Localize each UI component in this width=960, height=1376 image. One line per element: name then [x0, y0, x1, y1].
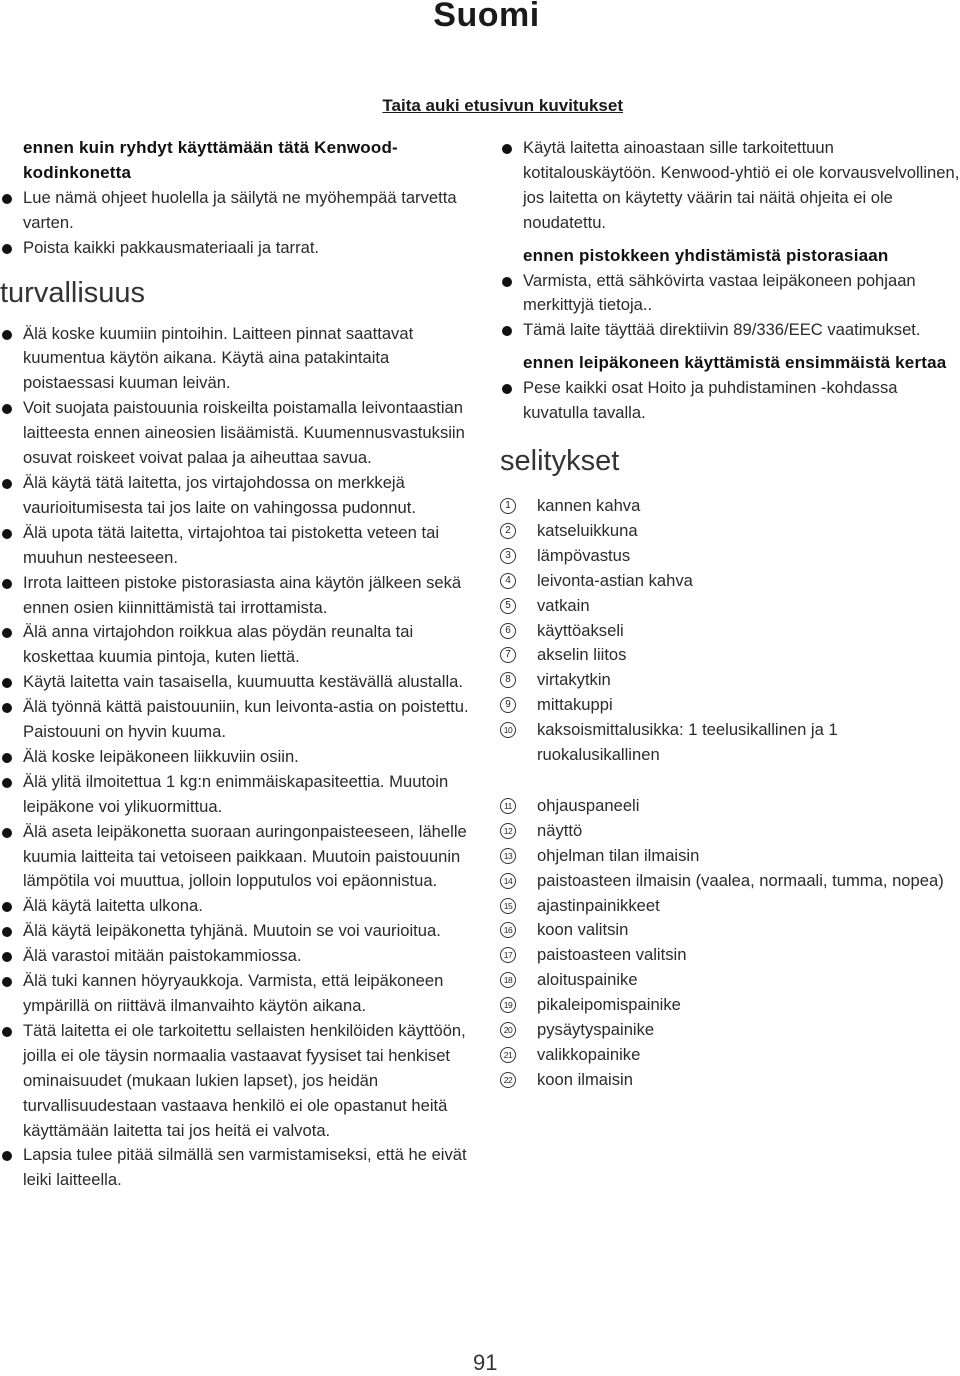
part-item	[500, 993, 960, 1018]
bullet-icon	[2, 628, 12, 638]
list-item-text: Voit suojata paistouunia roiskeilta poistamalla leivontaastian laitteesta ennen aineosien lisäämistä. Kuumennusvastuksiin osuvat roiskeet voivat palaa ja aiheuttaa savua.	[23, 398, 465, 468]
plug-list	[500, 269, 960, 344]
part-label: ohjelman tilan ilmaisin	[537, 845, 700, 865]
bullet-icon	[2, 678, 12, 688]
part-item	[500, 869, 960, 894]
safety-list	[0, 322, 478, 1194]
list-item-text: Älä käytä tätä laitetta, jos virtajohdossa on merkkejä vaurioitumisesta tai jos laite on vahingossa pudonnut.	[23, 472, 416, 517]
list-item-text: Älä ylitä ilmoitettua 1 kg:n enimmäiskapasiteettia. Muutoin leipäkone voi ylikuormittua.	[23, 771, 449, 816]
part-number-badge: 5	[500, 598, 516, 614]
fold-out-note: Taita auki etusivun kuvitukset	[382, 96, 623, 115]
left-column	[0, 136, 478, 1193]
parts-list	[500, 494, 960, 1093]
intro-list	[0, 186, 478, 261]
bullet-icon	[2, 529, 12, 539]
part-label: paistoasteen ilmaisin (vaalea, normaali, tumma, nopea)	[537, 870, 944, 890]
part-number-badge: 12	[500, 823, 516, 839]
bullet-icon	[2, 330, 12, 340]
part-item	[500, 844, 960, 869]
key-heading: selitykset	[500, 444, 620, 477]
list-item	[0, 919, 478, 944]
part-label: ajastinpainikkeet	[537, 895, 660, 915]
first-use-list	[500, 376, 960, 426]
part-label: pikaleipomispainike	[537, 995, 681, 1015]
bullet-icon	[2, 828, 12, 838]
part-number-badge: 4	[500, 573, 516, 589]
bullet-icon	[2, 404, 12, 414]
part-item	[500, 794, 960, 819]
part-item	[500, 943, 960, 968]
part-item	[500, 918, 960, 943]
part-label: akselin liitos	[537, 645, 627, 665]
list-item	[0, 186, 478, 236]
part-number-badge: 16	[500, 922, 516, 938]
part-label: ohjauspaneeli	[537, 795, 640, 815]
list-item	[500, 269, 960, 319]
list-item-text: Varmista, että sähkövirta vastaa leipäkoneen pohjaan merkittyjä tietoja..	[523, 270, 916, 315]
list-item-text: Poista kaikki pakkausmateriaali ja tarrat.	[23, 237, 320, 257]
part-label: valikkopainike	[537, 1045, 641, 1064]
list-item-text: Älä koske kuumiin pintoihin. Laitteen pinnat saattavat kuumentua käytön aikana. Käytä aina patakintaita poistaessasi kuuman leivän.	[23, 323, 414, 393]
intro-heading: ennen kuin ryhdyt käyttämään tätä Kenwood-kodinkonetta	[23, 138, 398, 182]
part-number-badge: 22	[500, 1072, 516, 1088]
list-item	[0, 521, 478, 571]
bullet-icon	[2, 479, 12, 489]
list-item	[500, 318, 960, 343]
list-item	[0, 571, 478, 621]
bullet-icon	[2, 753, 12, 763]
list-item	[0, 1143, 478, 1193]
bullet-icon	[502, 144, 512, 154]
part-label: paistoasteen valitsin	[537, 945, 687, 965]
part-number-badge: 21	[500, 1047, 516, 1063]
plug-heading: ennen pistokkeen yhdistämistä pistorasiaan	[523, 245, 889, 265]
list-item	[0, 1019, 478, 1144]
page-number: 91	[473, 1350, 498, 1375]
part-label: käyttöakseli	[537, 620, 624, 640]
part-item	[500, 594, 960, 619]
bullet-icon	[502, 277, 512, 287]
list-item	[0, 770, 478, 820]
part-number-badge: 20	[500, 1022, 516, 1038]
list-item	[0, 396, 478, 471]
part-item	[500, 693, 960, 718]
bullet-icon	[2, 927, 12, 937]
bullet-icon	[2, 902, 12, 912]
part-label: kaksoismittalusikka: 1 teelusikallinen ja 1 ruokalusikallinen	[537, 720, 838, 765]
part-item	[500, 894, 960, 919]
part-item	[500, 519, 960, 544]
list-item	[0, 969, 478, 1019]
list-item-text: Älä koske leipäkoneen liikkuviin osiin.	[23, 746, 299, 766]
list-item-text: Älä käytä laitetta ulkona.	[23, 896, 203, 916]
part-label: näyttö	[537, 820, 583, 840]
part-label: aloituspainike	[537, 970, 638, 990]
part-label: pysäytyspainike	[537, 1020, 655, 1040]
part-number-badge: 17	[500, 947, 516, 963]
part-number-badge: 8	[500, 672, 516, 688]
list-item	[0, 695, 478, 745]
part-label: virtakytkin	[537, 670, 611, 690]
bullet-icon	[502, 384, 512, 394]
list-item	[0, 236, 478, 261]
part-item	[500, 968, 960, 993]
part-item	[500, 544, 960, 569]
list-item-text: Käytä laitetta ainoastaan sille tarkoitettuun kotitalouskäytöön. Kenwood-yhtiö ei ole korvausvelvollinen, jos laitetta on käytetty väärin tai näitä ohjeita ei ole noudatettu.	[523, 138, 960, 232]
bullet-icon	[2, 1151, 12, 1161]
list-item-text: Lue nämä ohjeet huolella ja säilytä ne myöhempää tarvetta varten.	[23, 187, 457, 232]
part-number-badge: 1	[500, 498, 516, 514]
part-item	[500, 668, 960, 693]
list-item	[0, 322, 478, 397]
list-item-text: Älä anna virtajohdon roikkua alas pöydän reunalta tai koskettaa kuumia pintoja, kuten liettä.	[23, 622, 414, 667]
list-item-text: Älä tuki kannen höyryaukkoja. Varmista, että leipäkoneen ympärillä on riittävä ilmanvaihto käytön aikana.	[23, 971, 444, 1015]
list-item-text: Irrota laitteen pistoke pistorasiasta aina käytön jälkeen sekä ennen osien kiinnittämistä tai irrottamista.	[23, 572, 462, 617]
bullet-icon	[2, 579, 12, 589]
list-item	[0, 820, 478, 895]
part-label: mittakuppi	[537, 695, 613, 715]
part-item	[500, 1043, 960, 1068]
list-item	[0, 670, 478, 695]
list-item-text: Älä käytä leipäkonetta tyhjänä. Muutoin se voi vaurioitua.	[23, 921, 441, 941]
part-label: vatkain	[537, 595, 590, 615]
list-item	[0, 745, 478, 770]
part-number-badge: 15	[500, 898, 516, 914]
safety-heading: turvallisuus	[0, 276, 146, 309]
part-label: lämpövastus	[537, 545, 631, 565]
list-item-text: Tämä laite täyttää direktiivin 89/336/EEC vaatimukset.	[523, 320, 921, 340]
part-number-badge: 3	[500, 548, 516, 564]
list-item-text: Tätä laitetta ei ole tarkoitettu sellaisten henkilöiden käyttöön, joilla ei ole täysin normaalia vastaavat fyysiset tai henkiset ominaisuudet (mukaan lukien lapset), jos heidän turvallisuudestaan vastaava henkilö ei ole opastanut heitä käyttämään laitetta tai jos heitä ei valvota.	[23, 1020, 466, 1140]
part-label: koon valitsin	[537, 920, 629, 940]
part-item	[500, 1068, 960, 1093]
part-number-badge: 14	[500, 873, 516, 889]
list-item	[0, 620, 478, 670]
part-item	[500, 819, 960, 844]
list-item	[500, 376, 960, 426]
part-item	[500, 1018, 960, 1043]
part-label: katseluikkuna	[537, 520, 638, 540]
list-item	[0, 894, 478, 919]
bullet-icon	[2, 952, 12, 962]
bullet-icon	[502, 326, 512, 336]
part-item	[500, 643, 960, 668]
part-item	[500, 718, 960, 768]
part-item	[500, 569, 960, 594]
bullet-icon	[2, 703, 12, 713]
bullet-icon	[2, 244, 12, 254]
list-item	[0, 471, 478, 521]
bullet-icon	[2, 1027, 12, 1037]
first-use-heading: ennen leipäkoneen käyttämistä ensimmäistä kertaa	[523, 353, 947, 373]
part-number-badge: 7	[500, 647, 516, 663]
list-item-text: Älä varastoi mitään paistokammiossa.	[23, 946, 302, 966]
part-item	[500, 619, 960, 644]
bullet-icon	[2, 977, 12, 987]
right-column	[500, 136, 960, 1093]
page-title: Suomi	[433, 0, 540, 34]
part-label: kannen kahva	[537, 495, 641, 515]
part-item	[500, 494, 960, 519]
bullet-icon	[2, 778, 12, 788]
bullet-icon	[2, 194, 12, 204]
part-label: koon ilmaisin	[537, 1069, 633, 1089]
part-number-badge: 13	[500, 848, 516, 864]
list-item-text: Pese kaikki osat Hoito ja puhdistaminen -kohdassa kuvatulla tavalla.	[523, 378, 898, 423]
list-item-text: Älä upota tätä laitetta, virtajohtoa tai pistoketta veteen tai muuhun nesteeseen.	[23, 522, 440, 567]
list-item-text: Älä työnnä kättä paistouuniin, kun leivonta-astia on poistettu. Paistouuni on hyvin kuuma.	[23, 697, 469, 742]
part-number-badge: 6	[500, 623, 516, 639]
part-number-badge: 2	[500, 523, 516, 539]
list-item	[0, 944, 478, 969]
part-number-badge: 18	[500, 972, 516, 988]
list-item-text: Lapsia tulee pitää silmällä sen varmistamiseksi, että he eivät leiki laitteella.	[23, 1145, 467, 1190]
list-item-text: Älä aseta leipäkonetta suoraan auringonpaisteeseen, lähelle kuumia laitteita tai vetoiseen paikkaan. Muutoin paistouunin lämpötila voi muuttua, jolloin lopputulos voi epäonnistua.	[23, 821, 467, 891]
list-item-text: Käytä laitetta vain tasaisella, kuumuutta kestävällä alustalla.	[23, 672, 463, 692]
part-number-badge: 19	[500, 997, 516, 1013]
usage-list	[500, 136, 960, 236]
part-number-badge: 10	[500, 722, 516, 738]
part-number-badge: 9	[500, 697, 516, 713]
list-item	[500, 136, 960, 236]
part-label: leivonta-astian kahva	[537, 570, 693, 590]
part-number-badge: 11	[500, 798, 516, 814]
